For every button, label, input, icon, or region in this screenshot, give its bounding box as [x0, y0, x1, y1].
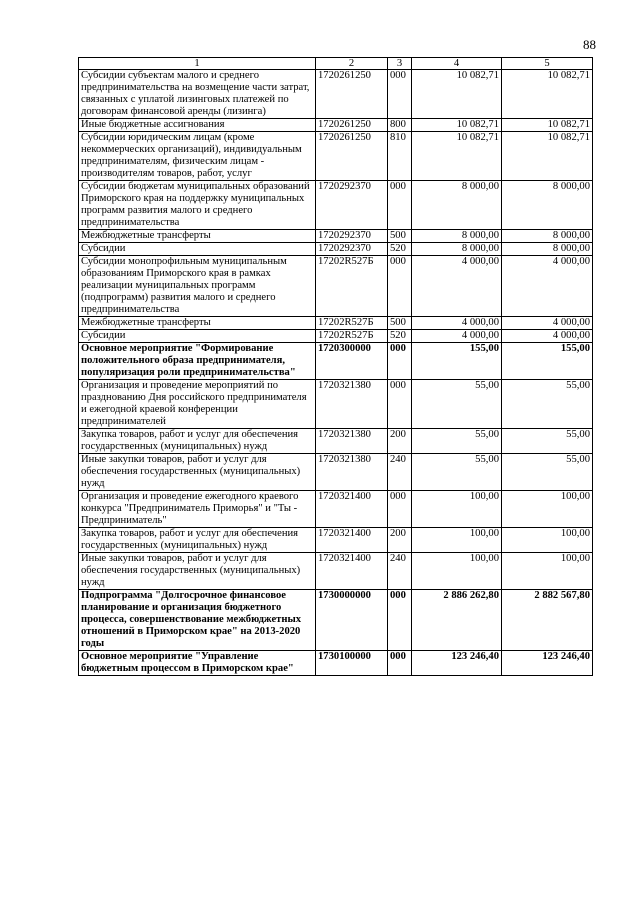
- row-code-cell: 1720321380: [316, 429, 388, 454]
- table-row: [79, 70, 593, 119]
- row-value-col4: 155,00: [412, 343, 502, 380]
- row-value-col4: 100,00: [412, 528, 502, 553]
- row-code-cell: 17202R527Б: [316, 317, 388, 330]
- table-row: [79, 343, 593, 380]
- row-type-cell: 500: [388, 230, 412, 243]
- row-name-cell: Организация и проведение мероприятий по празднованию Дня российского предпринимателя и ежегодной краевой конференции предпринимателей: [79, 380, 316, 429]
- table-row: [79, 528, 593, 553]
- row-type-cell: 000: [388, 491, 412, 528]
- row-value-col4: 100,00: [412, 553, 502, 590]
- row-code-cell: 1720321400: [316, 528, 388, 553]
- row-type-cell: 520: [388, 330, 412, 343]
- row-type-cell: 000: [388, 181, 412, 230]
- row-value-col5: 100,00: [502, 553, 593, 590]
- row-code-cell: 1720292370: [316, 230, 388, 243]
- row-code-cell: 1730000000: [316, 590, 388, 651]
- row-value-col4: 8 000,00: [412, 230, 502, 243]
- row-type-cell: 000: [388, 590, 412, 651]
- table-row: [79, 553, 593, 590]
- header-col-1: 1: [79, 58, 316, 70]
- row-type-cell: 500: [388, 317, 412, 330]
- row-value-col4: 4 000,00: [412, 317, 502, 330]
- row-value-col4: 10 082,71: [412, 70, 502, 119]
- table-row: [79, 317, 593, 330]
- row-value-col4: 10 082,71: [412, 132, 502, 181]
- row-value-col5: 10 082,71: [502, 70, 593, 119]
- row-value-col4: 8 000,00: [412, 243, 502, 256]
- row-value-col5: 8 000,00: [502, 181, 593, 230]
- row-value-col5: 8 000,00: [502, 230, 593, 243]
- table-row: [79, 429, 593, 454]
- row-value-col4: 4 000,00: [412, 256, 502, 317]
- row-code-cell: 1720261250: [316, 70, 388, 119]
- row-type-cell: 200: [388, 429, 412, 454]
- row-name-cell: Иные закупки товаров, работ и услуг для обеспечения государственных (муниципальных) нужд: [79, 454, 316, 491]
- row-value-col5: 55,00: [502, 454, 593, 491]
- table-row: [79, 491, 593, 528]
- row-code-cell: 1720321400: [316, 491, 388, 528]
- row-code-cell: 1720300000: [316, 343, 388, 380]
- table-row: [79, 230, 593, 243]
- row-type-cell: 000: [388, 380, 412, 429]
- row-type-cell: 800: [388, 119, 412, 132]
- row-name-cell: Закупка товаров, работ и услуг для обеспечения государственных (муниципальных) нужд: [79, 528, 316, 553]
- row-name-cell: Иные закупки товаров, работ и услуг для обеспечения государственных (муниципальных) нужд: [79, 553, 316, 590]
- row-value-col5: 4 000,00: [502, 330, 593, 343]
- row-code-cell: 1720261250: [316, 132, 388, 181]
- row-code-cell: 1720261250: [316, 119, 388, 132]
- row-name-cell: Основное мероприятие "Управление бюджетным процессом в Приморском крае": [79, 651, 316, 676]
- row-type-cell: 200: [388, 528, 412, 553]
- row-type-cell: 000: [388, 651, 412, 676]
- row-type-cell: 520: [388, 243, 412, 256]
- page-number: 88: [583, 37, 596, 52]
- row-value-col4: 8 000,00: [412, 181, 502, 230]
- row-name-cell: Межбюджетные трансферты: [79, 230, 316, 243]
- row-value-col5: 55,00: [502, 429, 593, 454]
- row-code-cell: 17202R527Б: [316, 256, 388, 317]
- table-header-row: [79, 58, 593, 70]
- row-type-cell: 000: [388, 343, 412, 380]
- row-name-cell: Основное мероприятие "Формирование положительного образа предпринимателя, популяризация роли предпринимательства": [79, 343, 316, 380]
- row-value-col4: 55,00: [412, 454, 502, 491]
- row-name-cell: Подпрограмма "Долгосрочное финансовое планирование и организация бюджетного процесса, совершенствование межбюджетных отношений в Приморском крае" на 2013-2020 годы: [79, 590, 316, 651]
- row-code-cell: 17202R527Б: [316, 330, 388, 343]
- table-row: [79, 590, 593, 651]
- row-type-cell: 000: [388, 256, 412, 317]
- table-row: [79, 454, 593, 491]
- row-value-col4: 2 886 262,80: [412, 590, 502, 651]
- row-code-cell: 1720292370: [316, 243, 388, 256]
- row-value-col4: 10 082,71: [412, 119, 502, 132]
- table-row: [79, 330, 593, 343]
- table-row: [79, 119, 593, 132]
- budget-table: [78, 57, 593, 676]
- row-value-col5: 100,00: [502, 528, 593, 553]
- row-value-col4: 55,00: [412, 429, 502, 454]
- row-value-col4: 4 000,00: [412, 330, 502, 343]
- row-code-cell: 1720292370: [316, 181, 388, 230]
- row-name-cell: Субсидии субъектам малого и среднего предпринимательства на возмещение части затрат, связанных с уплатой лизинговых платежей по договорам финансовой аренды (лизинга): [79, 70, 316, 119]
- row-value-col4: 55,00: [412, 380, 502, 429]
- row-code-cell: 1720321400: [316, 553, 388, 590]
- header-col-3: 3: [388, 58, 412, 70]
- row-name-cell: Иные бюджетные ассигнования: [79, 119, 316, 132]
- row-name-cell: Субсидии: [79, 330, 316, 343]
- table-row: [79, 181, 593, 230]
- row-name-cell: Организация и проведение ежегодного краевого конкурса "Предприниматель Приморья" и "Ты - Предприниматель": [79, 491, 316, 528]
- table-row: [79, 243, 593, 256]
- row-value-col5: 2 882 567,80: [502, 590, 593, 651]
- row-value-col4: 123 246,40: [412, 651, 502, 676]
- row-type-cell: 810: [388, 132, 412, 181]
- header-col-2: 2: [316, 58, 388, 70]
- row-value-col5: 55,00: [502, 380, 593, 429]
- row-name-cell: Субсидии юридическим лицам (кроме некоммерческих организаций), индивидуальным предпринимателям, физическим лицам - производителям товаров, работ, услуг: [79, 132, 316, 181]
- row-type-cell: 240: [388, 454, 412, 491]
- table-row: [79, 256, 593, 317]
- row-value-col5: 155,00: [502, 343, 593, 380]
- header-col-5: 5: [502, 58, 593, 70]
- row-value-col5: 123 246,40: [502, 651, 593, 676]
- row-value-col5: 10 082,71: [502, 119, 593, 132]
- row-type-cell: 240: [388, 553, 412, 590]
- row-code-cell: 1720321380: [316, 380, 388, 429]
- row-name-cell: Субсидии: [79, 243, 316, 256]
- row-name-cell: Субсидии монопрофильным муниципальным образованиям Приморского края в рамках реализации муниципальных программ (подпрограмм) развития малого и среднего предпринимательства: [79, 256, 316, 317]
- row-value-col5: 4 000,00: [502, 317, 593, 330]
- row-code-cell: 1720321380: [316, 454, 388, 491]
- row-value-col5: 4 000,00: [502, 256, 593, 317]
- row-type-cell: 000: [388, 70, 412, 119]
- header-col-4: 4: [412, 58, 502, 70]
- row-value-col5: 8 000,00: [502, 243, 593, 256]
- row-name-cell: Субсидии бюджетам муниципальных образований Приморского края на поддержку муниципальных программ развития малого и среднего предпринимательства: [79, 181, 316, 230]
- table-row: [79, 132, 593, 181]
- row-name-cell: Межбюджетные трансферты: [79, 317, 316, 330]
- row-name-cell: Закупка товаров, работ и услуг для обеспечения государственных (муниципальных) нужд: [79, 429, 316, 454]
- table-row: [79, 651, 593, 676]
- row-code-cell: 1730100000: [316, 651, 388, 676]
- budget-table-body: [79, 58, 593, 676]
- table-row: [79, 380, 593, 429]
- row-value-col5: 10 082,71: [502, 132, 593, 181]
- row-value-col5: 100,00: [502, 491, 593, 528]
- row-value-col4: 100,00: [412, 491, 502, 528]
